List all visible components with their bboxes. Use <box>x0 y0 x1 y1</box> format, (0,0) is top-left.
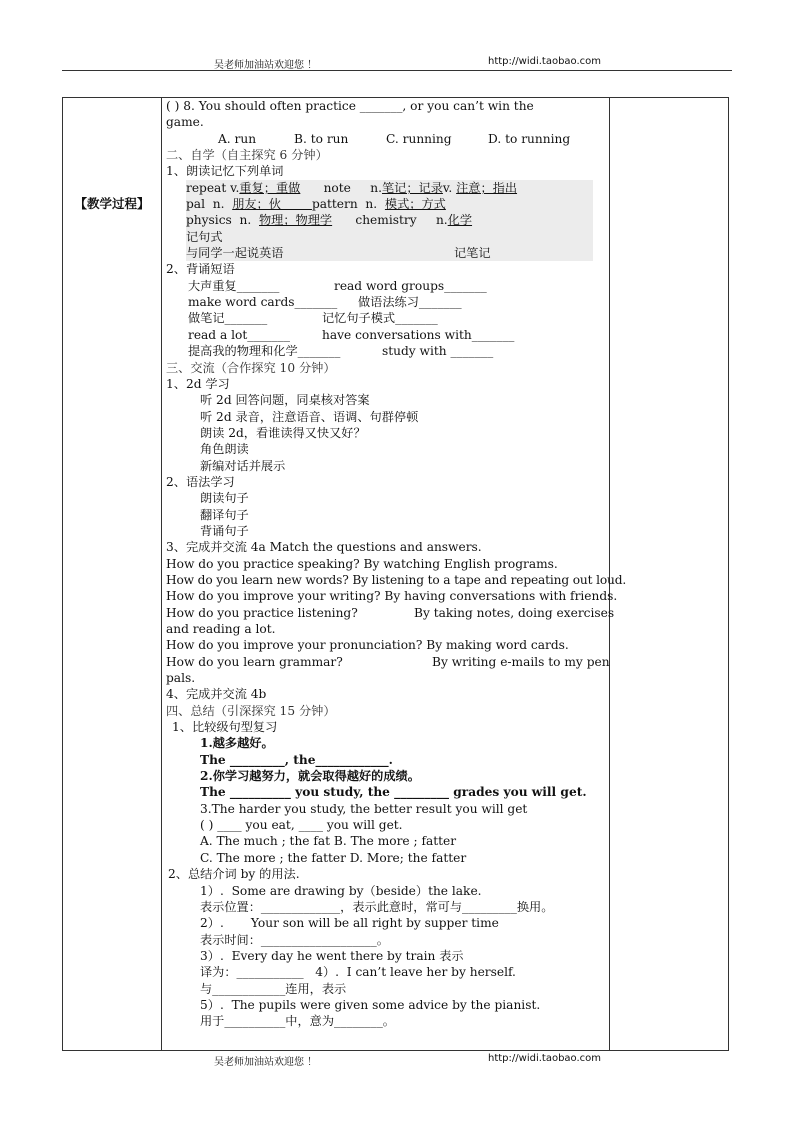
s3-step: 角色朗读 <box>200 442 249 457</box>
comparative-item: 1.越多越好。 <box>200 736 274 751</box>
phrase: read a lot_______ <box>188 327 290 342</box>
phrase: 记忆句子模式_______ <box>322 311 438 326</box>
option-c: C. running <box>386 131 452 146</box>
vocab-line-3 <box>186 212 593 228</box>
match-line: How do you improve your writing? By having conversations with friends. <box>166 589 618 604</box>
match-line: pals. <box>166 671 196 686</box>
question-text: How do you learn grammar? <box>166 654 343 669</box>
phrase: 大声重复_______ <box>188 278 280 293</box>
teaching-process-label: 【教学过程】 <box>74 196 150 211</box>
footer-url[interactable]: http://widi.taobao.com <box>488 1053 602 1064</box>
meaning-note-n: 笔记；记录 <box>381 180 443 195</box>
option-d: D. to running <box>488 131 571 146</box>
by-usage-item: 用于__________中，意为________。 <box>200 1014 395 1029</box>
grammar-step: 背诵句子 <box>200 523 249 538</box>
by-usage-item: 译为：___________ 4）. I can’t leave her by herself. <box>200 965 516 980</box>
s3-heading-4: 4、完成并交流 4b <box>166 687 267 702</box>
match-line: How do you practice speaking? By watching English programs. <box>166 556 558 571</box>
by-usage-item: 表示时间：___________________。 <box>200 932 389 947</box>
speak-english: 与同学一起说英语 <box>186 246 284 261</box>
s2-heading-1: 1、朗读记忆下列单词 <box>166 164 284 179</box>
meaning-physics: 物理；物理学 <box>259 213 333 228</box>
vocab-line-4: 记句式 <box>186 229 223 244</box>
notes-cell <box>610 98 729 1051</box>
meaning-repeat: 重复；重做 <box>239 180 301 195</box>
footer-left-text: 吴老师加油站欢迎您 ！ <box>214 1057 318 1068</box>
q8-line1: ( ) 8. You should often practice _______, or you can’t win the <box>166 99 534 113</box>
section-4-title: 四、总结（引深探究 15 分钟） <box>166 703 336 718</box>
s3-step: 朗读 2d，看谁读得又快又好？ <box>200 425 366 440</box>
comparative-item: The __________ you study, the _________ grades you will get. <box>200 785 587 800</box>
question-text: How do you practice listening? <box>166 605 358 620</box>
word-chemistry: chemistry n. <box>332 213 448 228</box>
meaning-note-v: 注意；指出 <box>456 180 518 195</box>
comparative-item: ( ) ____ you eat, ____ you will get. <box>200 818 403 833</box>
phrase-row-5 <box>166 343 605 359</box>
note-v: v. <box>442 180 453 195</box>
phrase-row-2 <box>166 294 605 310</box>
comparative-item: 3.The harder you study, the better result you will get <box>200 801 528 816</box>
take-notes: 记笔记 <box>454 246 491 261</box>
meaning-pal: 朋友；伙 <box>232 197 312 212</box>
match-line <box>166 654 610 670</box>
comparative-item: The _________, the____________. <box>200 752 393 767</box>
word-pattern: pattern n. <box>311 197 385 212</box>
by-usage-item: 3）. Every day he went there by train 表示 <box>200 948 464 963</box>
section-3-title: 三、交流（合作探究 10 分钟） <box>166 360 336 375</box>
header-url[interactable]: http://widi.taobao.com <box>488 56 602 67</box>
match-line: How do you improve your pronunciation? By making word cards. <box>166 638 569 653</box>
s2-heading-2: 2、背诵短语 <box>166 262 235 277</box>
s4-heading-2: 2、总结介词 by 的用法. <box>168 867 300 882</box>
phrase-row-4 <box>166 327 605 343</box>
grammar-step: 朗读句子 <box>200 491 249 506</box>
answer-text: By taking notes, doing exercises <box>414 605 615 620</box>
word-note: note n. <box>300 180 382 195</box>
vocab-line-2 <box>186 196 593 212</box>
meaning-pattern: 模式；方式 <box>384 197 446 212</box>
lesson-table <box>62 97 729 1051</box>
phrase: have conversations with_______ <box>322 327 515 342</box>
vocab-block <box>186 180 593 262</box>
phrase: read word groups_______ <box>334 278 487 293</box>
s3-step: 新编对话并展示 <box>200 458 286 473</box>
q8-line2: game. <box>166 115 204 130</box>
content-cell <box>162 98 627 1051</box>
content <box>162 98 627 1030</box>
grammar-step: 翻译句子 <box>200 507 249 522</box>
comparative-item: A. The much ; the fat B. The more ; fatter <box>200 834 457 849</box>
phrase: study with _______ <box>382 344 494 359</box>
s3-heading-3: 3、完成并交流 4a Match the questions and answers. <box>166 540 482 555</box>
phrase-row-3 <box>166 310 605 326</box>
option-b: B. to run <box>294 131 349 146</box>
s3-step: 听 2d 录音，注意语音、语调、句群停顿 <box>200 409 419 424</box>
meaning-chemistry: 化学 <box>447 213 473 228</box>
option-a: A. run <box>218 131 257 146</box>
by-usage-item: 1）. Some are drawing by（beside）the lake. <box>200 883 482 898</box>
s3-heading-2: 2、语法学习 <box>166 474 235 489</box>
by-usage-item: 与____________连用，表示 <box>200 981 347 996</box>
answer-text: By writing e-mails to my pen <box>432 654 610 669</box>
match-line <box>166 605 615 621</box>
phrase: 做笔记_______ <box>188 311 268 326</box>
by-usage-item: 表示位置：_____________，表示此意时，常可与_________换用。 <box>200 899 554 914</box>
header-left-text: 吴老师加油站欢迎您 ！ <box>214 60 318 71</box>
s4-heading-1: 1、比较级句型复习 <box>172 720 278 735</box>
phrase: 做语法练习_______ <box>358 295 462 310</box>
match-line: How do you learn new words? By listening to a tape and repeating out loud. <box>166 572 627 587</box>
s3-step: 听 2d 回答问题，同桌核对答案 <box>200 393 370 408</box>
comparative-item: 2.你学习越努力，就会取得越好的成绩。 <box>200 769 420 784</box>
phrase: make word cards_______ <box>188 295 338 310</box>
comparative-item: C. The more ; the fatter D. More; the fatter <box>200 850 467 865</box>
vocab-line-1 <box>186 180 593 196</box>
header-rule <box>62 70 732 71</box>
phrase-row-1 <box>166 278 605 294</box>
s3-heading-1: 1、2d 学习 <box>166 376 230 391</box>
word-pal: pal n. <box>186 197 233 212</box>
section-2-title: 二、自学（自主探究 6 分钟） <box>166 148 328 163</box>
phrase: 提高我的物理和化学_______ <box>188 344 341 359</box>
word-physics: physics n. <box>186 213 259 228</box>
by-usage-item: 5）. The pupils were given some advice by the pianist. <box>200 997 541 1012</box>
vocab-line-5 <box>186 245 593 261</box>
match-line: and reading a lot. <box>166 622 276 636</box>
by-usage-item: 2）. Your son will be all right by supper time <box>200 916 499 931</box>
label-cell <box>63 98 162 1051</box>
word-repeat: repeat v. <box>186 180 240 195</box>
q8-options <box>166 131 605 147</box>
